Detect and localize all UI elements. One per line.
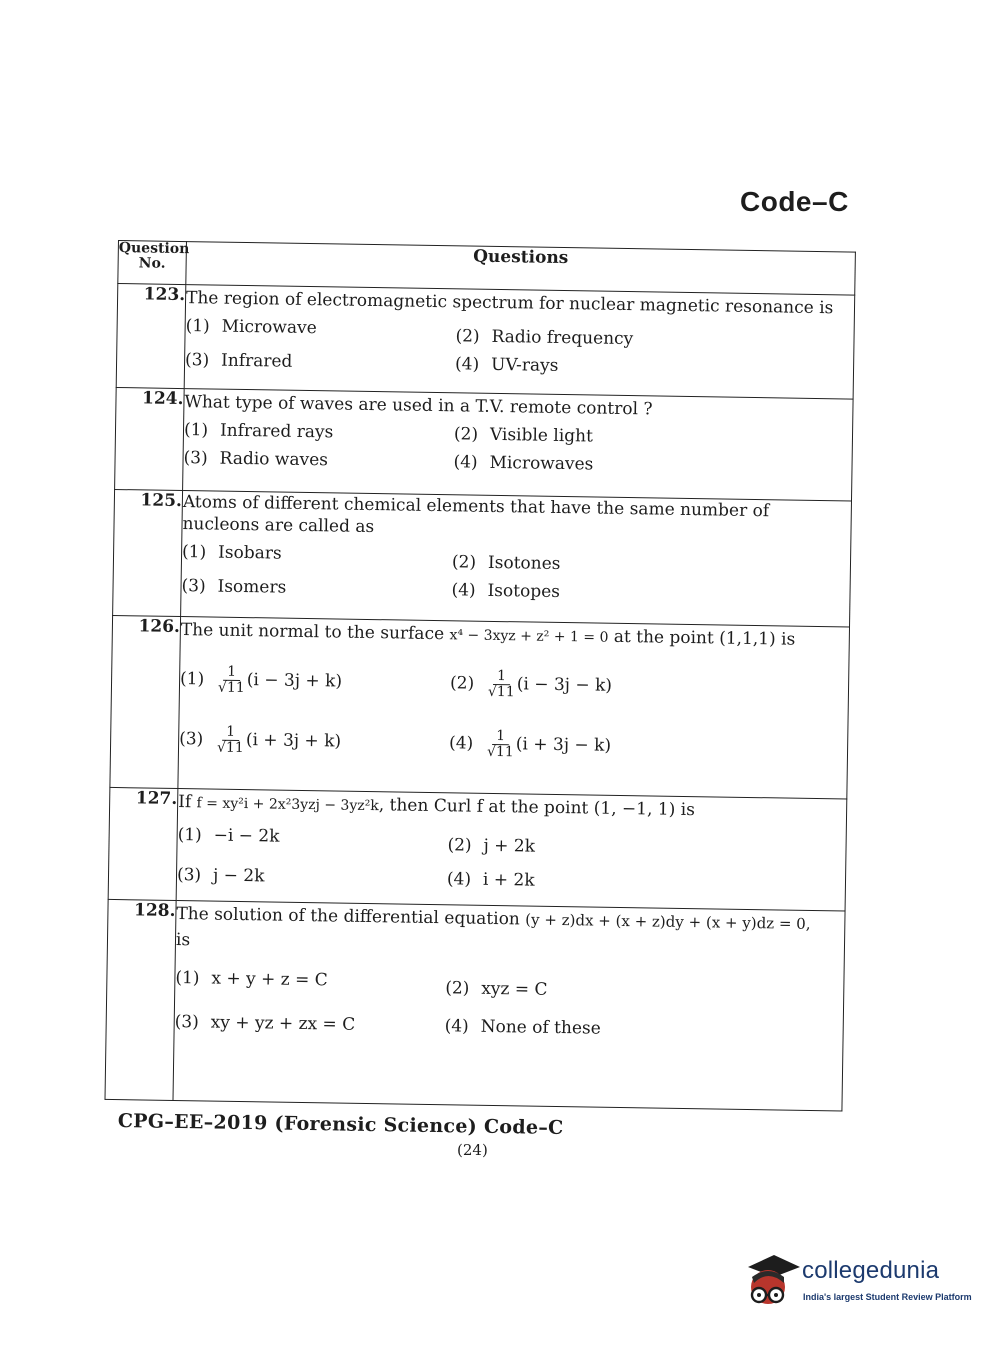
exam-code: Code–C	[740, 186, 849, 217]
option: (4) $\frac{1}{√11}$ (i + 3j − k)	[448, 727, 612, 760]
option: (3) $\frac{1}{√11}$ (i + 3j + k)	[179, 723, 342, 756]
option: (4) UV-rays	[454, 354, 559, 376]
mascot-icon	[744, 1253, 800, 1311]
option: (4) Isotopes	[451, 580, 561, 602]
fraction: $\frac{1}{√11}$	[486, 727, 514, 760]
question-number: 127.	[108, 787, 178, 900]
question-row	[113, 489, 852, 627]
fraction: $\frac{1}{√11}$	[216, 723, 244, 756]
option: (1) Isobars	[181, 542, 282, 564]
option: (1) x + y + z = C	[175, 967, 328, 991]
question-text: The unit normal to the surface x⁴ − 3xyz + z² + 1 = 0 at the point (1,1,1) is	[180, 620, 796, 650]
option: (2) Radio frequency	[455, 326, 634, 350]
option: (1) −i − 2k	[177, 825, 280, 847]
exam-footer: CPG–EE–2019 (Forensic Science) Code–C	[117, 1110, 564, 1139]
question-text: What type of waves are used in a T.V. remote control ?	[184, 392, 653, 420]
logo-wordmark: collegedunia	[802, 1257, 940, 1284]
option: (2) Isotones	[451, 552, 561, 574]
option: (4) i + 2k	[446, 869, 535, 891]
question-number: 123.	[116, 284, 186, 389]
option: (1) $\frac{1}{√11}$ (i − 3j + k)	[179, 663, 343, 696]
option: (4) Microwaves	[453, 452, 594, 475]
logo-tagline: India's largest Student Review Platform	[803, 1292, 972, 1302]
option: (4) None of these	[444, 1016, 601, 1039]
option: (1) Microwave	[185, 316, 317, 339]
question-row	[105, 899, 845, 1111]
collegedunia-logo	[744, 1253, 974, 1313]
question-text: Atoms of different chemical elements that have the same number of nucleons are called as	[182, 492, 770, 538]
option: (2) $\frac{1}{√11}$ (i − 3j − k)	[449, 667, 613, 700]
question-number: 125.	[113, 489, 183, 616]
question-number: 124.	[115, 387, 185, 490]
question-no-header: Question No.	[118, 241, 187, 285]
option: (3) j − 2k	[176, 865, 265, 887]
option: (2) Visible light	[453, 424, 594, 447]
fraction: $\frac{1}{√11}$	[217, 663, 245, 696]
vector-equation: f = xy²i + 2x²3yzj − 3yz²k	[196, 795, 379, 815]
question-text: The solution of the differential equation (y + z)dx + (x + z)dy + (x + y)dz = 0, is	[175, 904, 811, 951]
option: (3) xy + yz + zx = C	[174, 1011, 356, 1035]
questions-table	[104, 240, 855, 1111]
question-number: 128.	[105, 899, 176, 1100]
option: (3) Radio waves	[183, 448, 329, 471]
option: (3) Infrared	[184, 350, 293, 372]
question-row	[116, 284, 855, 400]
option: (2) xyz = C	[445, 978, 548, 1000]
question-row	[110, 615, 850, 799]
option: (1) Infrared rays	[183, 420, 334, 443]
option: (2) j + 2k	[447, 835, 536, 857]
question-number: 126.	[110, 615, 181, 788]
question-text: The region of electromagnetic spectrum for nuclear magnetic resonance is	[185, 288, 834, 319]
page-number: (24)	[457, 1141, 488, 1159]
question-text: If f = xy²i + 2x²3yzj − 3yz²k, then Curl f at the point (1, −1, 1) is	[178, 792, 696, 821]
questions-header: Questions	[186, 242, 856, 296]
fraction: $\frac{1}{√11}$	[487, 667, 515, 700]
question-row	[108, 787, 847, 911]
differential-equation: (y + z)dx + (x + z)dy + (x + y)dz = 0,	[525, 910, 811, 933]
surface-equation: x⁴ − 3xyz + z² + 1 = 0	[449, 627, 609, 646]
question-sheet	[104, 240, 856, 1131]
option: (3) Isomers	[181, 576, 287, 598]
question-row	[115, 387, 854, 501]
